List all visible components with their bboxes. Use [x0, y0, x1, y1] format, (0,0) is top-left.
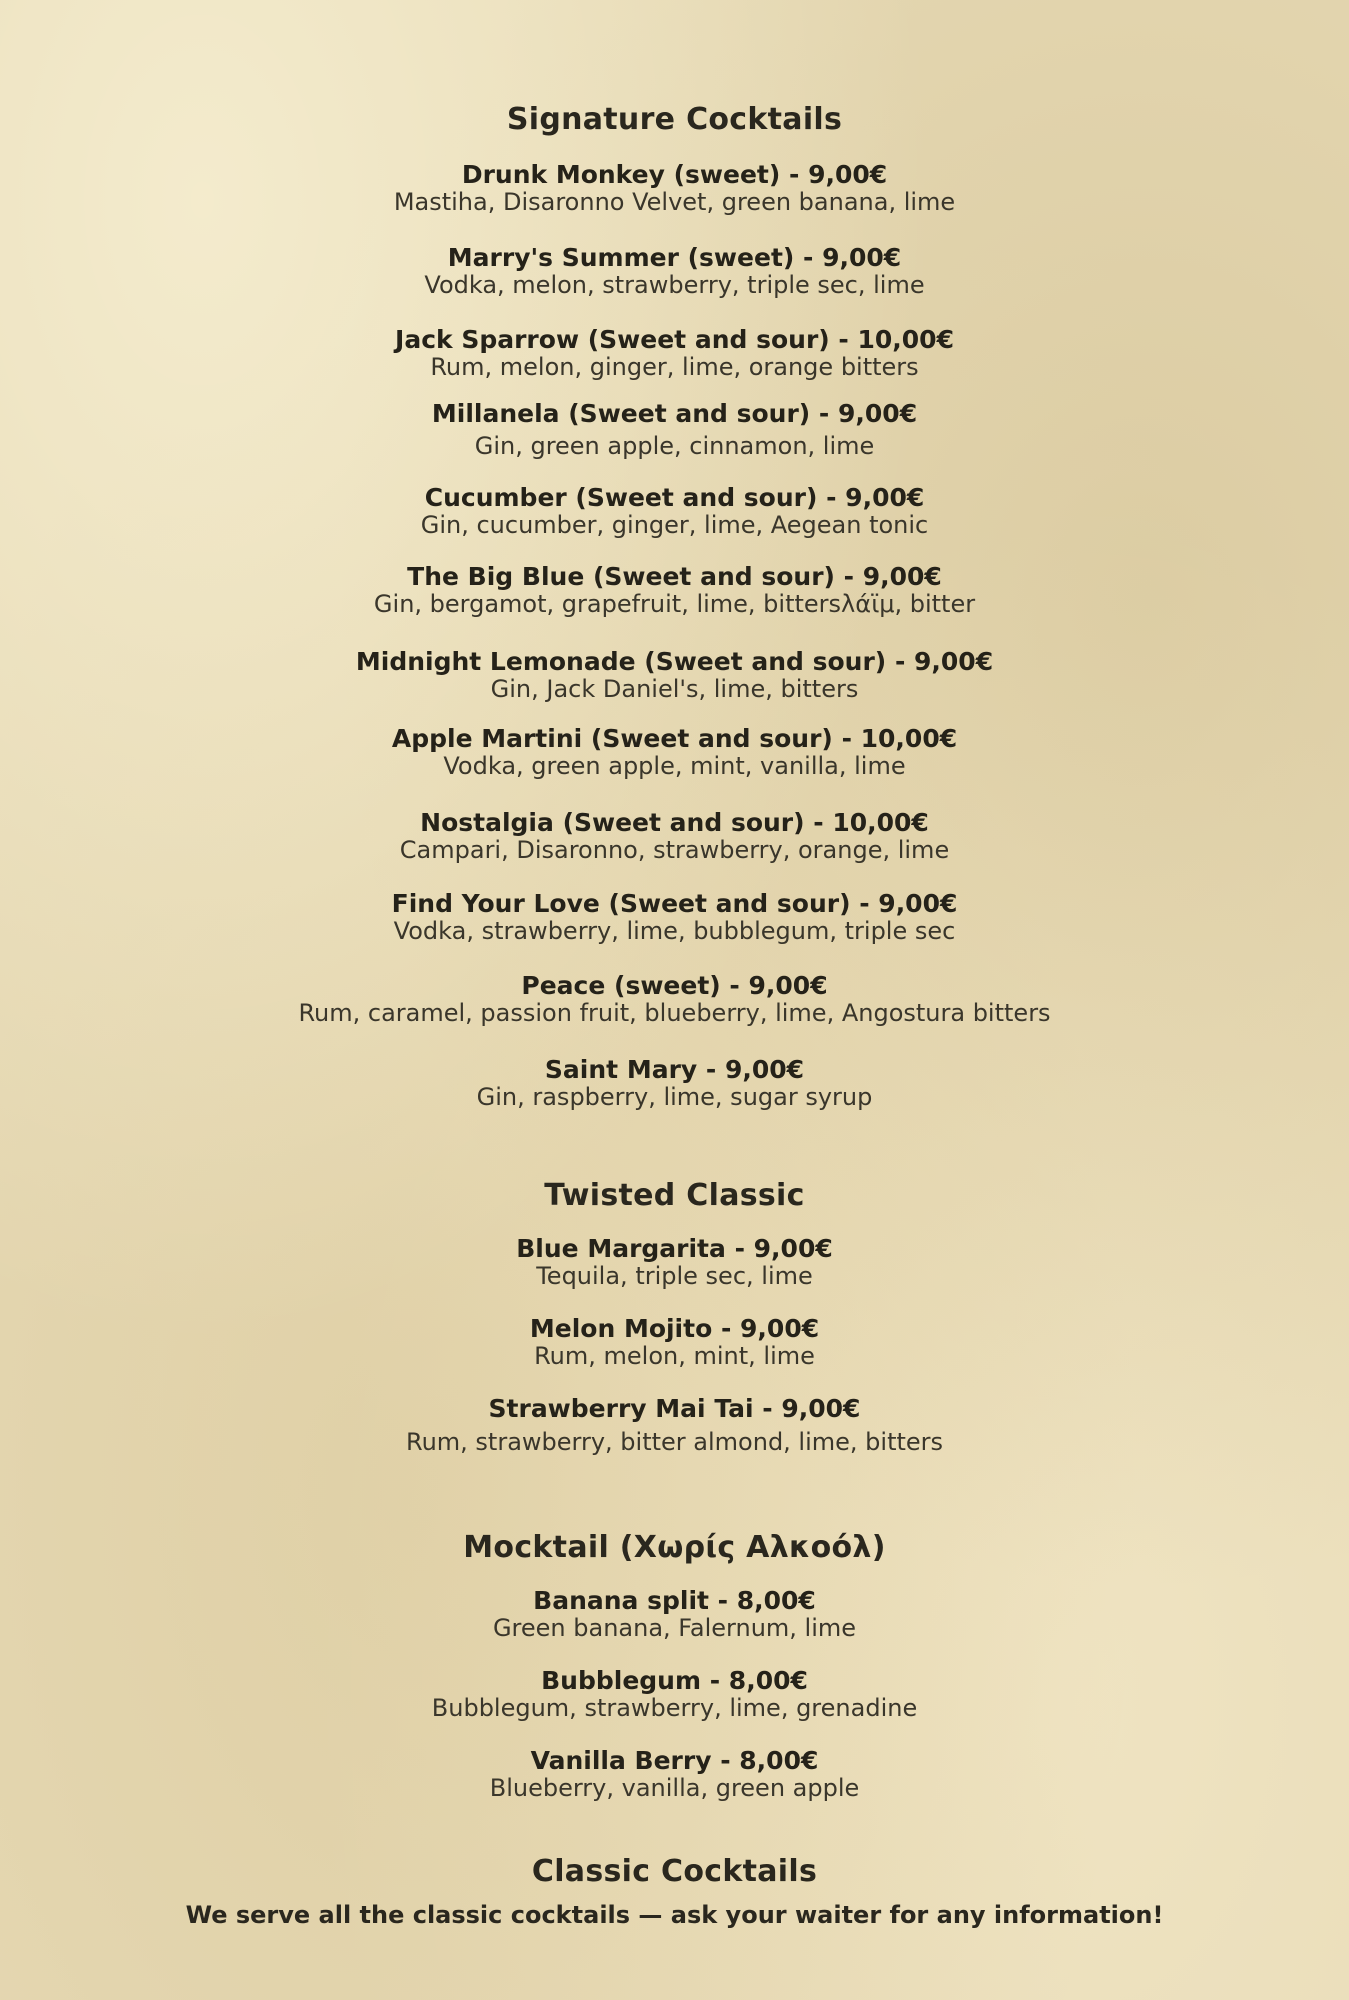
section-mocktail: [0, 1530, 1349, 1802]
item-name: Jack Sparrow (Sweet and sour) - 10,00€: [395, 325, 954, 354]
item-name: Blue Margarita - 9,00€: [516, 1234, 833, 1263]
item-name: Drunk Monkey (sweet) - 9,00€: [461, 160, 888, 189]
item-description: Rum, caramel, passion fruit, blueberry, lime, Angostura bitters: [298, 999, 1051, 1027]
section-title: Twisted Classic: [544, 1178, 805, 1213]
item-description: Gin, cucumber, ginger, lime, Aegean tonic: [420, 511, 929, 539]
item-description: Rum, melon, ginger, lime, orange bitters: [430, 353, 919, 381]
item-name: Vanilla Berry - 8,00€: [530, 1746, 819, 1775]
menu-item: [0, 1746, 1349, 1802]
menu-item: [0, 647, 1349, 703]
item-description: Gin, Jack Daniel's, lime, bitters: [490, 675, 859, 703]
item-description: Tequila, triple sec, lime: [536, 1262, 813, 1290]
item-name: Melon Mojito - 9,00€: [529, 1314, 820, 1343]
menu-item: [0, 1586, 1349, 1642]
item-name: The Big Blue (Sweet and sour) - 9,00€: [407, 562, 942, 591]
item-description: Gin, bergamot, grapefruit, lime, bittersλάϊμ, bitter: [373, 590, 976, 618]
item-description: Vodka, strawberry, lime, bubblegum, triple sec: [393, 917, 956, 945]
item-description: Gin, raspberry, lime, sugar syrup: [476, 1083, 873, 1111]
item-name: Midnight Lemonade (Sweet and sour) - 9,00€: [355, 647, 994, 676]
section-title: Classic Cocktails: [531, 1854, 818, 1889]
menu-item: [0, 1055, 1349, 1111]
section-twisted-classic: [0, 1178, 1349, 1456]
menu-item: [0, 971, 1349, 1027]
item-name: Bubblegum - 8,00€: [541, 1666, 808, 1695]
item-name: Find Your Love (Sweet and sour) - 9,00€: [391, 889, 958, 918]
item-name: Nostalgia (Sweet and sour) - 10,00€: [420, 808, 929, 837]
item-description: Vodka, green apple, mint, vanilla, lime: [443, 752, 906, 780]
item-description: Blueberry, vanilla, green apple: [489, 1774, 860, 1802]
menu-item: [0, 1314, 1349, 1370]
section-signature-cocktails: [0, 102, 1349, 1111]
item-name: Peace (sweet) - 9,00€: [521, 971, 828, 1000]
menu-item: [0, 160, 1349, 216]
item-name: Millanela (Sweet and sour) - 9,00€: [431, 399, 918, 428]
classic-cocktails-note: We serve all the classic cocktails — ask your waiter for any information!: [185, 1901, 1164, 1929]
section-title: Mocktail (Χωρίς Αλκοόλ): [463, 1530, 886, 1565]
item-name: Marry's Summer (sweet) - 9,00€: [447, 243, 902, 272]
menu-item: [0, 724, 1349, 780]
section-title: Signature Cocktails: [506, 102, 843, 137]
menu-item-list: [0, 160, 1349, 1111]
menu-item: [0, 562, 1349, 618]
menu-item-list: [0, 1586, 1349, 1802]
item-description: Rum, strawberry, bitter almond, lime, bitters: [405, 1428, 944, 1456]
menu-item: [0, 399, 1349, 460]
menu-item: [0, 1666, 1349, 1722]
item-name: Cucumber (Sweet and sour) - 9,00€: [424, 483, 925, 512]
item-description: Vodka, melon, strawberry, triple sec, lime: [424, 271, 925, 299]
item-description: Mastiha, Disaronno Velvet, green banana, lime: [393, 188, 956, 216]
item-description: Green banana, Falernum, lime: [492, 1614, 857, 1642]
item-description: Bubblegum, strawberry, lime, grenadine: [431, 1694, 918, 1722]
item-description: Rum, melon, mint, lime: [534, 1342, 815, 1370]
item-name: Apple Martini (Sweet and sour) - 10,00€: [391, 724, 958, 753]
menu-item: [0, 483, 1349, 539]
menu-item: [0, 325, 1349, 381]
item-description: Gin, green apple, cinnamon, lime: [474, 432, 875, 460]
menu-item: [0, 1234, 1349, 1290]
section-classic-cocktails: [0, 1854, 1349, 1930]
item-name: Saint Mary - 9,00€: [544, 1055, 805, 1084]
item-description: Campari, Disaronno, strawberry, orange, lime: [399, 836, 950, 864]
menu-item-list: [0, 1234, 1349, 1456]
item-name: Strawberry Mai Tai - 9,00€: [488, 1394, 861, 1423]
menu-item: [0, 889, 1349, 945]
menu-item: [0, 243, 1349, 299]
item-name: Banana split - 8,00€: [533, 1586, 816, 1615]
menu-item: [0, 808, 1349, 864]
menu-item: [0, 1394, 1349, 1456]
